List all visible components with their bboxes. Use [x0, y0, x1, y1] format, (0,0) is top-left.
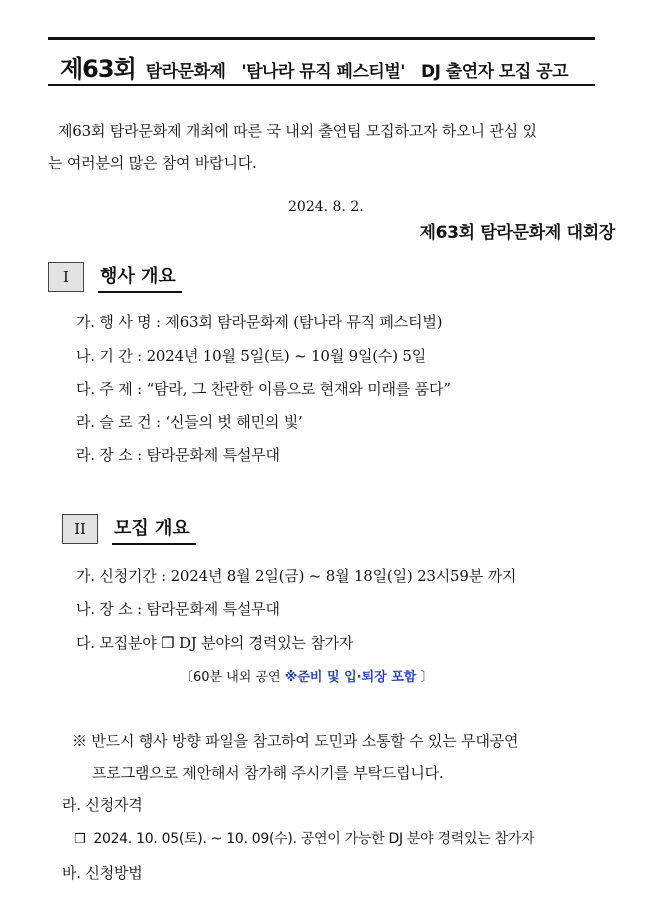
title-festival: 탐라문화제 [145, 62, 226, 82]
performance-note-suffix: 〕 [416, 670, 434, 685]
intro-line: 는 여러분의 많은 참여 바랍니다. [48, 154, 257, 172]
announcement-date: 2024. 8. 2. [288, 199, 364, 215]
title-event: '탐나라 뮤직 페스티벌' [241, 62, 405, 82]
organizer: 제63회 탐라문화제 대회장 [419, 223, 615, 243]
recruit-item: 다. 모집분야 ❒ DJ 분야의 경력있는 참가자 [76, 634, 354, 652]
title-text [60, 49, 584, 84]
intro-paragraph [48, 115, 616, 179]
title-bottom-rule [48, 84, 595, 86]
method-label: 바. 신청방법 [62, 864, 143, 882]
overview-item: 나. 기 간 : 2024년 10월 5일(토) ~ 10월 9일(수) 5일 [76, 347, 427, 365]
overview-item: 라. 장 소 : 탐라문화제 특설무대 [76, 446, 280, 464]
performance-note-prefix: 〔60분 내외 공연 [180, 670, 285, 685]
performance-note [180, 666, 434, 685]
qualification-text: 2024. 10. 05(토). ~ 10. 09(수). 공연이 가능한 DJ 분야 경력있는 참가자 [93, 831, 535, 847]
notice-line: 프로그램으로 제안해서 참가해 주시기를 부탁드립니다. [92, 764, 444, 782]
performance-note-highlight: ※준비 및 입·퇴장 포함 [284, 670, 417, 685]
title-recruit: DJ 출연자 모집 공고 [420, 62, 569, 82]
overview-item: 가. 행 사 명 : 제63회 탐라문화제 (탐나라 뮤직 페스티벌) [76, 313, 443, 331]
section-heading-recruit [62, 514, 196, 544]
document-title [48, 37, 595, 87]
notice-line: ※ 반드시 행사 방향 파일을 참고하여 도민과 소통할 수 있는 무대공연 [72, 732, 519, 750]
section-number: II [62, 514, 98, 544]
recruit-item: 가. 신청기간 : 2024년 8월 2일(금) ~ 8월 18일(일) 23시59분 까지 [76, 567, 517, 585]
section-number: I [48, 262, 84, 292]
section-title: 모집 개요 [112, 514, 196, 545]
qualification-label: 라. 신청자격 [62, 796, 143, 814]
overview-item: 라. 슬 로 건 : ‘신들의 벗 해민의 빛’ [76, 413, 303, 431]
qualification-item [74, 828, 534, 848]
section-title: 행사 개요 [98, 262, 182, 293]
recruit-item: 나. 장 소 : 탐라문화제 특설무대 [76, 600, 280, 618]
title-top-rule [48, 37, 595, 40]
overview-item: 다. 주 제 : “탐라, 그 찬란한 이름으로 현재와 미래를 품다” [76, 380, 451, 398]
intro-line: 제63회 탐라문화제 개최에 따른 국 내외 출연팀 모집하고자 하오니 관심 있 [58, 122, 537, 140]
title-number: 제63회 [60, 55, 136, 83]
checkbox-square-icon: ❒ [74, 832, 86, 847]
section-heading-overview [48, 262, 182, 292]
